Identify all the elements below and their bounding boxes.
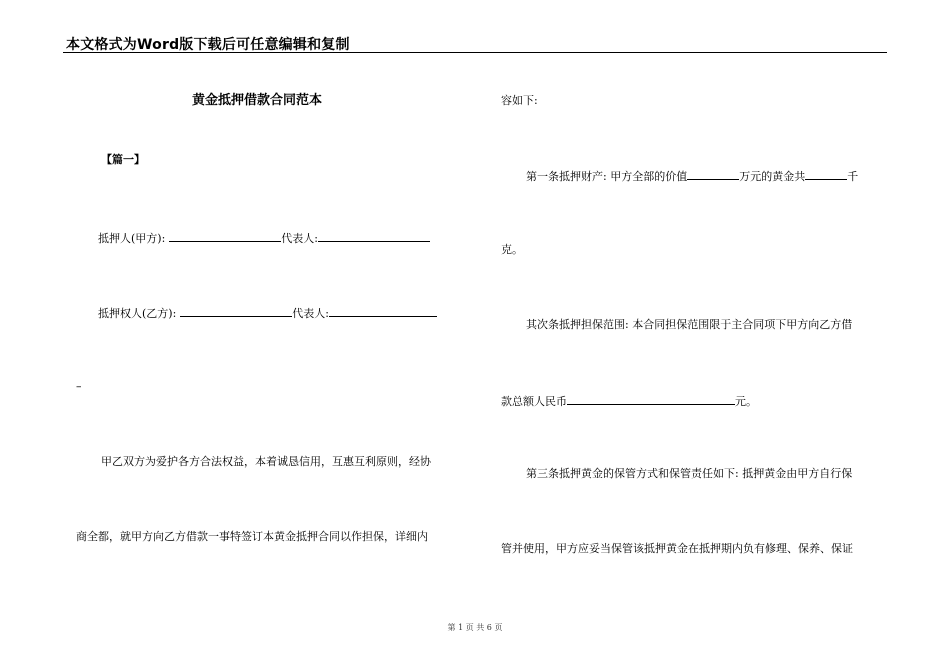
paragraph-line: 管并使用，甲方应妥当保管该抵押黄金在抵押期内负有修理、保养、保证 [501,542,853,555]
banner-divider [63,52,887,53]
paragraph-line: 第三条抵押黄金的保管方式和保管责任如下: 抵押黄金由甲方自行保 [526,467,853,480]
pledgee-rep-field[interactable] [329,305,437,317]
pledgee-name-field[interactable] [180,305,292,317]
loan-amount-field[interactable] [567,393,735,405]
paragraph-line: 甲乙双方为爱护各方合法权益，本着诚恳信用，互惠互利原则，经协 [101,455,431,468]
paragraph-line: 其次条抵押担保范围: 本合同担保范围限于主合同项下甲方向乙方借 [526,318,853,331]
section-heading: 【篇一】 [101,153,145,166]
article-2-text: 元。 [735,395,757,408]
article-2-text: 款总额人民币 [501,395,567,408]
gold-weight-field[interactable] [805,168,847,180]
stray-dash: – [76,380,82,393]
paragraph-line: 容如下: [501,94,538,107]
article-1-text: 万元的黄金共 [739,170,806,183]
pledgor-rep-field[interactable] [318,230,430,242]
pledgor-name-field[interactable] [169,230,281,242]
article-1-text: 第一条抵押财产: 甲方全部的价值 [526,170,688,183]
pledgor-rep-label: 代表人: [281,232,319,245]
article-1-text: 千 [847,170,859,183]
pledgee-rep-label: 代表人: [292,307,330,320]
article-1-line [526,168,858,184]
pledgee-label: 抵押权人(乙方): [98,307,177,320]
paragraph-line: 克。 [501,243,523,256]
document-banner: 本文格式为Word版下载后可任意编辑和复制 [66,37,350,53]
document-title: 黄金抵押借款合同范本 [192,93,323,108]
article-2-line [501,393,757,409]
pledgor-line [98,230,430,246]
gold-value-field[interactable] [687,168,739,180]
page-number: 第 1 页 共 6 页 [447,623,503,632]
pledgee-line [98,305,437,321]
pledgor-label: 抵押人(甲方): [98,232,166,245]
paragraph-line: 商全都，就甲方向乙方借款一事特签订本黄金抵押合同以作担保，详细内 [76,530,428,543]
